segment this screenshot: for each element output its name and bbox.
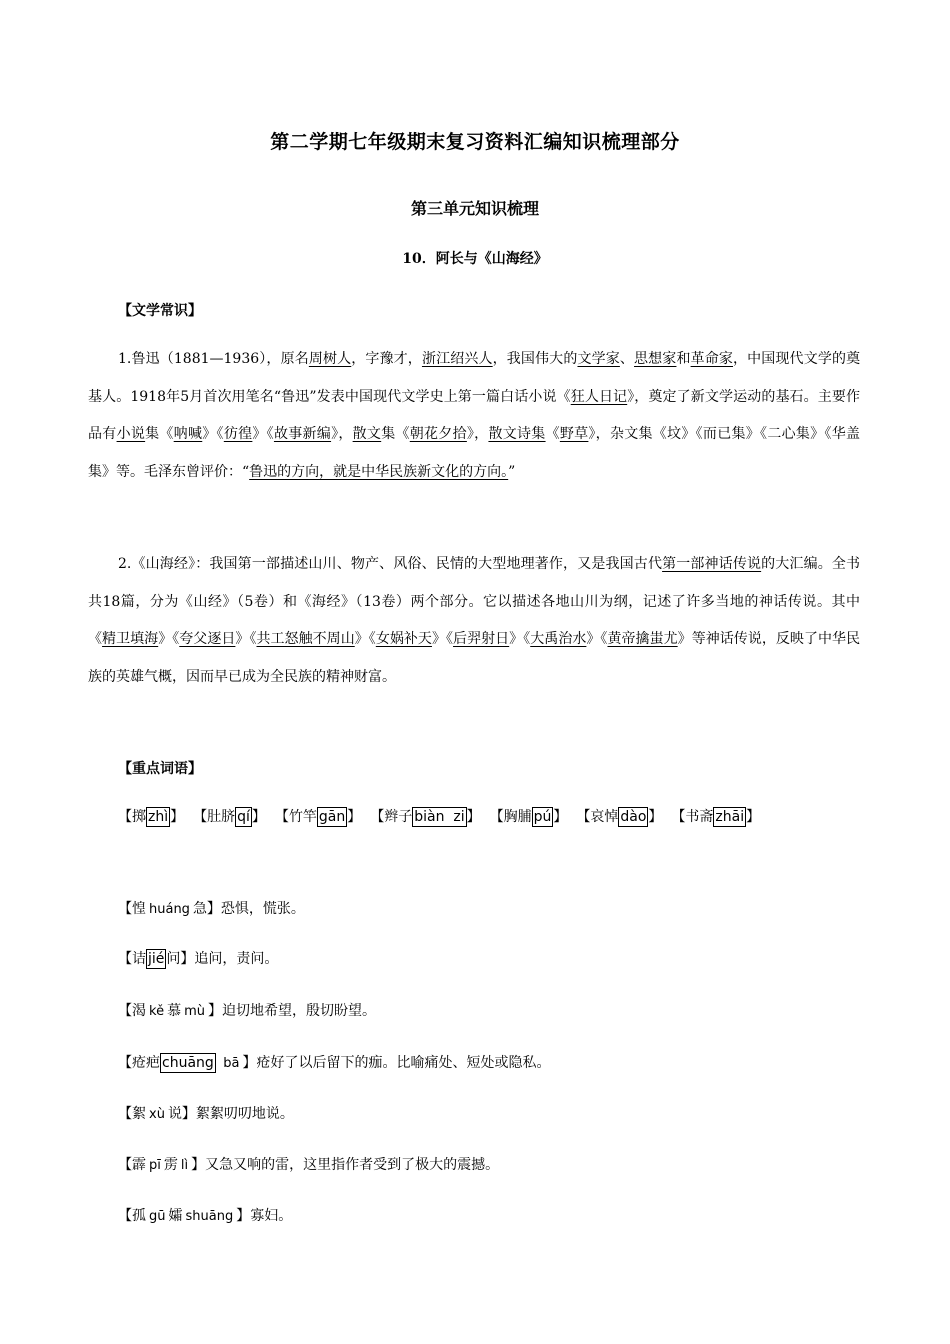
pinyin-word-list bbox=[88, 799, 860, 836]
vocab-entry: 【惶 huáng 急】恐惧，慌张。 bbox=[118, 901, 305, 917]
section-heading-literature: 【文学常识】 bbox=[118, 303, 202, 319]
vocab-entry: 【疮疤 chuāng bā 】疮好了以后留下的痂。比喻痛处、短处或隐私。 bbox=[118, 1055, 551, 1071]
paragraph-luxun: 1.鲁迅（1881—1936），原名周树人，字豫才，浙江绍兴人，我国伟大的文学家、思想家和革命家，中国现代文学的奠基人。1918年5月首次用笔名“鲁迅”发表中国现代文学史上第一篇白话小说《狂人日记》，奠定了新文学运动的基石。主要作品有小说集《呐喊》《彷徨》《故事新编》，散文集《朝花夕拾》，散文诗集《野草》，杂文集《坟》《而已集》《二心集》《华盖集》等。毛泽东曾评价：“鲁迅的方向，就是中华民族新文化的方向。” bbox=[88, 351, 861, 480]
paragraph-shanhaijing: 2.《山海经》：我国第一部描述山川、物产、风俗、民情的大型地理著作，又是我国古代第一部神话传说的大汇编。全书共18篇，分为《山经》（5卷）和《海经》（13卷）两个部分。它以描述各地山川为纲，记述了许多当地的神话传说。其中《精卫填海》《夸父逐日》《共工怒触不周山》《女娲补天》《后羿射日》《大禹治水》《黄帝擒蚩尤》等神话传说，反映了中华民族的英雄气概，因而早已成为全民族的精神财富。 bbox=[88, 556, 861, 685]
word-item: 【书斋 zhāi 】 bbox=[678, 809, 761, 825]
word-item: 【肚脐 qí 】 bbox=[200, 809, 266, 825]
vocab-entry: 【渴 kě 慕 mù 】迫切地希望，殷切盼望。 bbox=[118, 1003, 376, 1019]
word-item: 【掷 zhì 】 bbox=[118, 809, 185, 825]
vocab-entry: 【孤 gū 孀 shuāng 】寡妇。 bbox=[118, 1208, 293, 1224]
vocab-entry: 【霹 pī 雳 lì 】又急又响的雷，这里指作者受到了极大的震撼。 bbox=[118, 1157, 500, 1173]
section-heading-vocab: 【重点词语】 bbox=[118, 761, 202, 777]
vocab-entry: 【诘 jié 问】追问，责问。 bbox=[118, 951, 279, 967]
unit-title: 第三单元知识梳理 bbox=[410, 199, 539, 218]
lesson-title: 10．阿长与《山海经》 bbox=[402, 251, 548, 267]
document-title: 第二学期七年级期末复习资料汇编知识梳理部分 bbox=[270, 131, 680, 153]
word-item: 【辫子 biàn zi 】 bbox=[377, 809, 481, 825]
word-item: 【胸脯 pú 】 bbox=[496, 809, 568, 825]
word-item: 【竹竿 gān 】 bbox=[281, 809, 362, 825]
vocab-entry: 【絮 xù 说】絮絮叨叨地说。 bbox=[118, 1106, 294, 1122]
word-item: 【哀悼 dào 】 bbox=[583, 809, 663, 825]
